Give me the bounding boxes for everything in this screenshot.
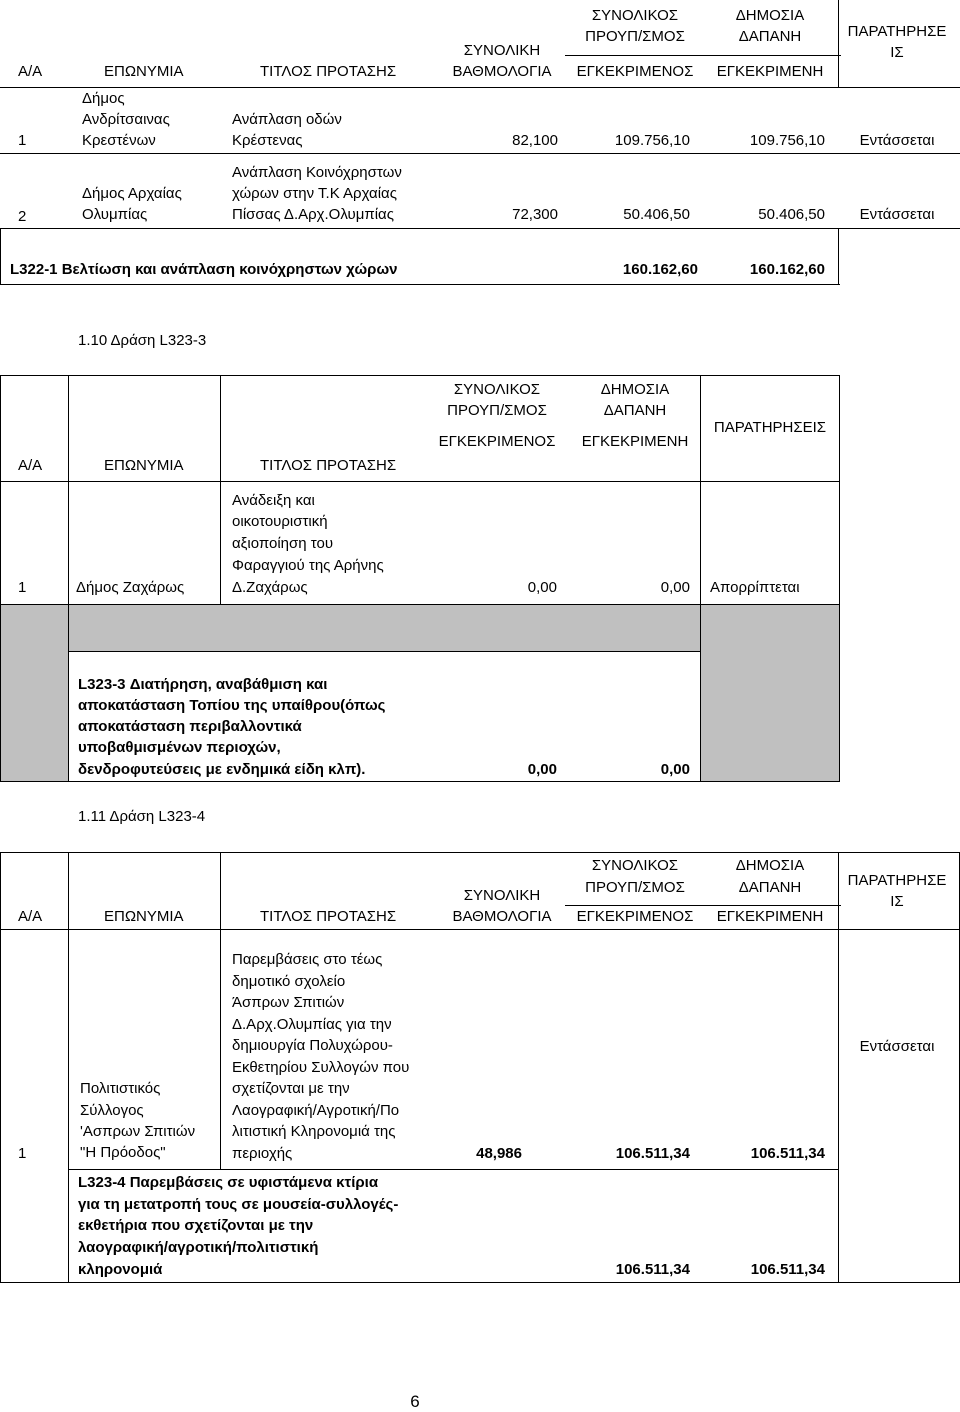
header-budget-2: ΠΡΟΥΠ/ΣΜΟΣ <box>585 28 685 45</box>
total-label-line: για τη μετατροπή τους σε μουσεία-συλλογές- <box>78 1196 399 1213</box>
header-public-3: ΕΓΚΕΚΡΙΜΕΝΗ <box>716 63 824 80</box>
row-name-line: Δήμος Αρχαίας <box>82 185 182 202</box>
row-title-line: Κρέστενας <box>232 132 303 149</box>
header-budget-1: ΣΥΝΟΛΙΚΟΣ <box>591 7 679 24</box>
header-aa: Α/Α <box>18 63 43 80</box>
row-name-line: Ανδρίτσαινας <box>82 111 170 128</box>
header-budget-1: ΣΥΝΟΛΙΚΟΣ <box>453 381 541 398</box>
row-aa: 1 <box>18 1145 27 1162</box>
row-aa: 1 <box>18 132 27 149</box>
row-title-line: Πίσσας Δ.Αρχ.Ολυμπίας <box>232 206 394 223</box>
header-remarks-2: ΙΣ <box>890 44 904 61</box>
header-score-1: ΣΥΝΟΛΙΚΗ <box>463 887 541 904</box>
header-public-1: ΔΗΜΟΣΙΑ <box>735 857 805 874</box>
header-budget-3: ΕΓΚΕΚΡΙΜΕΝΟΣ <box>576 63 694 80</box>
row-title-line: δημιουργία Πολυχώρου- <box>232 1037 393 1054</box>
row-remarks: Εντάσσεται <box>859 206 935 223</box>
row-title-line: Παρεμβάσεις στο τέως <box>232 951 383 968</box>
row-name-line: Δήμος <box>82 90 125 107</box>
header-public-1: ΔΗΜΟΣΙΑ <box>600 381 670 398</box>
header-budget-2: ΠΡΟΥΠ/ΣΜΟΣ <box>447 402 547 419</box>
header-remarks-1: ΠΑΡΑΤΗΡΗΣΕ <box>847 872 947 889</box>
total-label-line: L323-3 Διατήρηση, αναβάθμιση και <box>78 676 328 693</box>
header-title: ΤΙΤΛΟΣ ΠΡΟΤΑΣΗΣ <box>260 457 397 474</box>
total-budget: 160.162,60 <box>622 261 698 278</box>
total-public: 0,00 <box>660 761 690 778</box>
header-title: ΤΙΤΛΟΣ ΠΡΟΤΑΣΗΣ <box>260 908 397 925</box>
total-label-line: L323-4 Παρεμβάσεις σε υφιστάμενα κτίρια <box>78 1174 379 1191</box>
header-public-2: ΔΑΠΑΝΗ <box>738 28 802 45</box>
header-public-3: ΕΓΚΕΚΡΙΜΕΝΗ <box>716 908 824 925</box>
total-label-line: αποκατάσταση περιβαλλοντικά <box>78 718 302 735</box>
row-name-line: Σύλλογος <box>80 1102 144 1119</box>
total-label: L322-1 Βελτίωση και ανάπλαση κοινόχρηστων χώρων <box>10 261 398 278</box>
total-budget: 106.511,34 <box>615 1261 690 1278</box>
row-budget: 0,00 <box>527 579 557 596</box>
row-remarks: Απορρίπτεται <box>710 579 800 596</box>
row-title-line: Δ.Αρχ.Ολυμπίας για την <box>232 1016 392 1033</box>
row-remarks: Εντάσσεται <box>859 1038 935 1055</box>
row-remarks: Εντάσσεται <box>859 132 935 149</box>
row-public: 0,00 <box>660 579 690 596</box>
header-aa: Α/Α <box>18 908 43 925</box>
row-aa: 2 <box>18 208 27 225</box>
header-name: ΕΠΩΝΥΜΙΑ <box>104 63 184 80</box>
total-label-line: αποκατάσταση Τοπίου της υπαίθρου(όπως <box>78 697 386 714</box>
row-name: Δήμος Ζαχάρως <box>76 579 185 596</box>
total-public: 160.162,60 <box>749 261 825 278</box>
header-score-2: ΒΑΘΜΟΛΟΓΙΑ <box>452 908 552 925</box>
row-budget: 50.406,50 <box>623 206 690 223</box>
row-name-line: Ολυμπίας <box>82 206 148 223</box>
total-label-line: κληρονομιά <box>78 1261 163 1278</box>
header-remarks: ΠΑΡΑΤΗΡΗΣΕΙΣ <box>713 419 827 436</box>
row-title-line: Λαογραφική/Αγροτική/Πο <box>232 1102 400 1119</box>
header-remarks-2: ΙΣ <box>890 893 904 910</box>
header-budget-2: ΠΡΟΥΠ/ΣΜΟΣ <box>585 879 685 896</box>
header-score-1: ΣΥΝΟΛΙΚΗ <box>463 42 541 59</box>
total-label-line: εκθετήρια που σχετίζονται με την <box>78 1217 314 1234</box>
row-name-line: Πολιτιστικός <box>80 1080 161 1097</box>
total-label-line: λαογραφική/αγροτική/πολιτιστική <box>78 1239 319 1256</box>
section-heading-1-11: 1.11 Δράση L323-4 <box>78 808 206 825</box>
header-name: ΕΠΩΝΥΜΙΑ <box>104 457 184 474</box>
row-public: 109.756,10 <box>749 132 825 149</box>
row-name-line: "Η Πρόοδος" <box>80 1144 166 1161</box>
row-title-line: Δ.Ζαχάρως <box>232 579 308 596</box>
row-title-line: Φαραγγιού της Αρήνης <box>232 557 384 574</box>
row-public: 50.406,50 <box>758 206 825 223</box>
header-remarks-1: ΠΑΡΑΤΗΡΗΣΕ <box>847 23 947 40</box>
header-aa: Α/Α <box>18 457 43 474</box>
row-title-line: Ανάπλαση οδών <box>232 111 342 128</box>
row-title-line: Άσπρων Σπιτιών <box>232 994 345 1011</box>
header-budget-1: ΣΥΝΟΛΙΚΟΣ <box>591 857 679 874</box>
header-public-2: ΔΑΠΑΝΗ <box>603 402 667 419</box>
row-name-line: Κρεστένων <box>82 132 156 149</box>
row-aa: 1 <box>18 579 27 596</box>
header-budget-3: ΕΓΚΕΚΡΙΜΕΝΟΣ <box>576 908 694 925</box>
section-heading-1-10: 1.10 Δράση L323-3 <box>78 332 207 349</box>
row-title-line: Ανάδειξη και <box>232 492 315 509</box>
row-title-line: περιοχής <box>232 1145 293 1162</box>
row-title-line: σχετίζονται με την <box>232 1080 350 1097</box>
page-number: 6 <box>410 1392 420 1411</box>
header-title: ΤΙΤΛΟΣ ΠΡΟΤΑΣΗΣ <box>260 63 397 80</box>
row-title-line: οικοτουριστική <box>232 513 328 530</box>
row-title-line: Ανάπλαση Κοινόχρηστων <box>232 164 402 181</box>
total-budget: 0,00 <box>527 761 557 778</box>
header-budget-3: ΕΓΚΕΚΡΙΜΕΝΟΣ <box>438 433 556 450</box>
row-title-line: αξιοποίηση του <box>232 535 334 552</box>
row-score: 48,986 <box>476 1145 522 1162</box>
header-score-2: ΒΑΘΜΟΛΟΓΙΑ <box>452 63 552 80</box>
row-title-line: δημοτικό σχολείο <box>232 973 346 990</box>
row-budget: 106.511,34 <box>615 1145 690 1162</box>
header-public-1: ΔΗΜΟΣΙΑ <box>735 7 805 24</box>
header-name: ΕΠΩΝΥΜΙΑ <box>104 908 184 925</box>
row-public: 106.511,34 <box>750 1145 825 1162</box>
row-title-line: χώρων στην Τ.Κ Αρχαίας <box>232 185 397 202</box>
row-title-line: Εκθετηρίου Συλλογών που <box>232 1059 410 1076</box>
row-name-line: 'Ασπρων Σπιτιών <box>80 1123 196 1140</box>
total-public: 106.511,34 <box>750 1261 825 1278</box>
row-title-line: λιτιστική Κληρονομιά της <box>232 1123 396 1140</box>
total-label-line: δενδροφυτεύσεις με ενδημικά είδη κλπ). <box>78 761 366 778</box>
row-budget: 109.756,10 <box>614 132 690 149</box>
header-public-3: ΕΓΚΕΚΡΙΜΕΝΗ <box>581 433 689 450</box>
row-score: 82,100 <box>512 132 558 149</box>
header-public-2: ΔΑΠΑΝΗ <box>738 879 802 896</box>
total-label-line: υποβαθμισμένων περιοχών, <box>78 739 281 756</box>
row-score: 72,300 <box>512 206 558 223</box>
